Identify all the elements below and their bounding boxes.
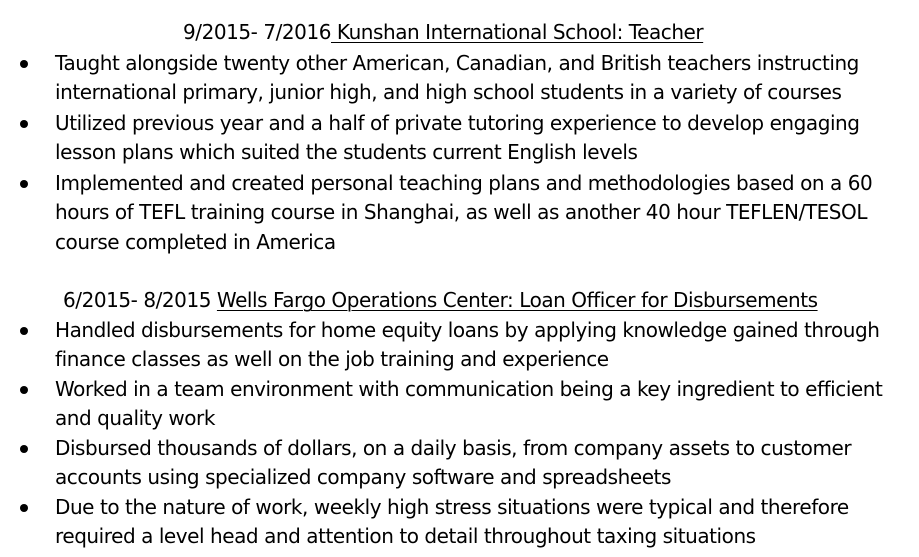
bullet-icon [20, 120, 28, 128]
list-item [0, 375, 919, 434]
bullet-icon [20, 504, 28, 512]
list-item-text: Handled disbursements for home equity loans by applying knowledge gained through finance classes as well on the job training and experience [55, 317, 880, 371]
job-duties-list [0, 316, 919, 552]
list-item [0, 49, 919, 108]
job-employer-title: Wells Fargo Operations Center: Loan Officer for Disbursements [216, 288, 818, 312]
job-heading [0, 18, 919, 48]
list-item [0, 109, 919, 168]
list-item-text: Due to the nature of work, weekly high stress situations were typical and therefore required a level head and attention to detail throughout taxing situations [55, 494, 849, 548]
job-entry-kunshan [0, 18, 919, 257]
job-entry-wells-fargo [0, 286, 919, 552]
list-item [0, 493, 919, 552]
bullet-icon [20, 180, 28, 188]
job-dates: 9/2015- 7/2016 [183, 20, 331, 44]
list-item-text: Implemented and created personal teaching plans and methodologies based on a 60 hours of TEFL training course in Shanghai, as well as another 40 hour TEFLEN/TESOL course completed in America [55, 170, 873, 254]
job-duties-list [0, 49, 919, 258]
list-item [0, 316, 919, 375]
list-item [0, 434, 919, 493]
bullet-icon [20, 60, 28, 68]
list-item-text: Utilized previous year and a half of private tutoring experience to develop engaging lesson plans which suited the students current English levels [55, 110, 860, 164]
list-item [0, 169, 919, 258]
list-item-text: Taught alongside twenty other American, Canadian, and British teachers instructing international primary, junior high, and high school students in a variety of courses [55, 50, 859, 104]
job-dates: 6/2015- 8/2015 [63, 288, 211, 312]
list-item-text: Disbursed thousands of dollars, on a daily basis, from company assets to customer accounts using specialized company software and spreadsheets [55, 435, 852, 489]
job-heading [0, 286, 919, 316]
list-item-text: Worked in a team environment with communication being a key ingredient to efficient and quality work [55, 376, 883, 430]
bullet-icon [20, 386, 28, 394]
bullet-icon [20, 445, 28, 453]
bullet-icon [20, 327, 28, 335]
job-employer-title: Kunshan International School: Teacher [331, 20, 704, 44]
